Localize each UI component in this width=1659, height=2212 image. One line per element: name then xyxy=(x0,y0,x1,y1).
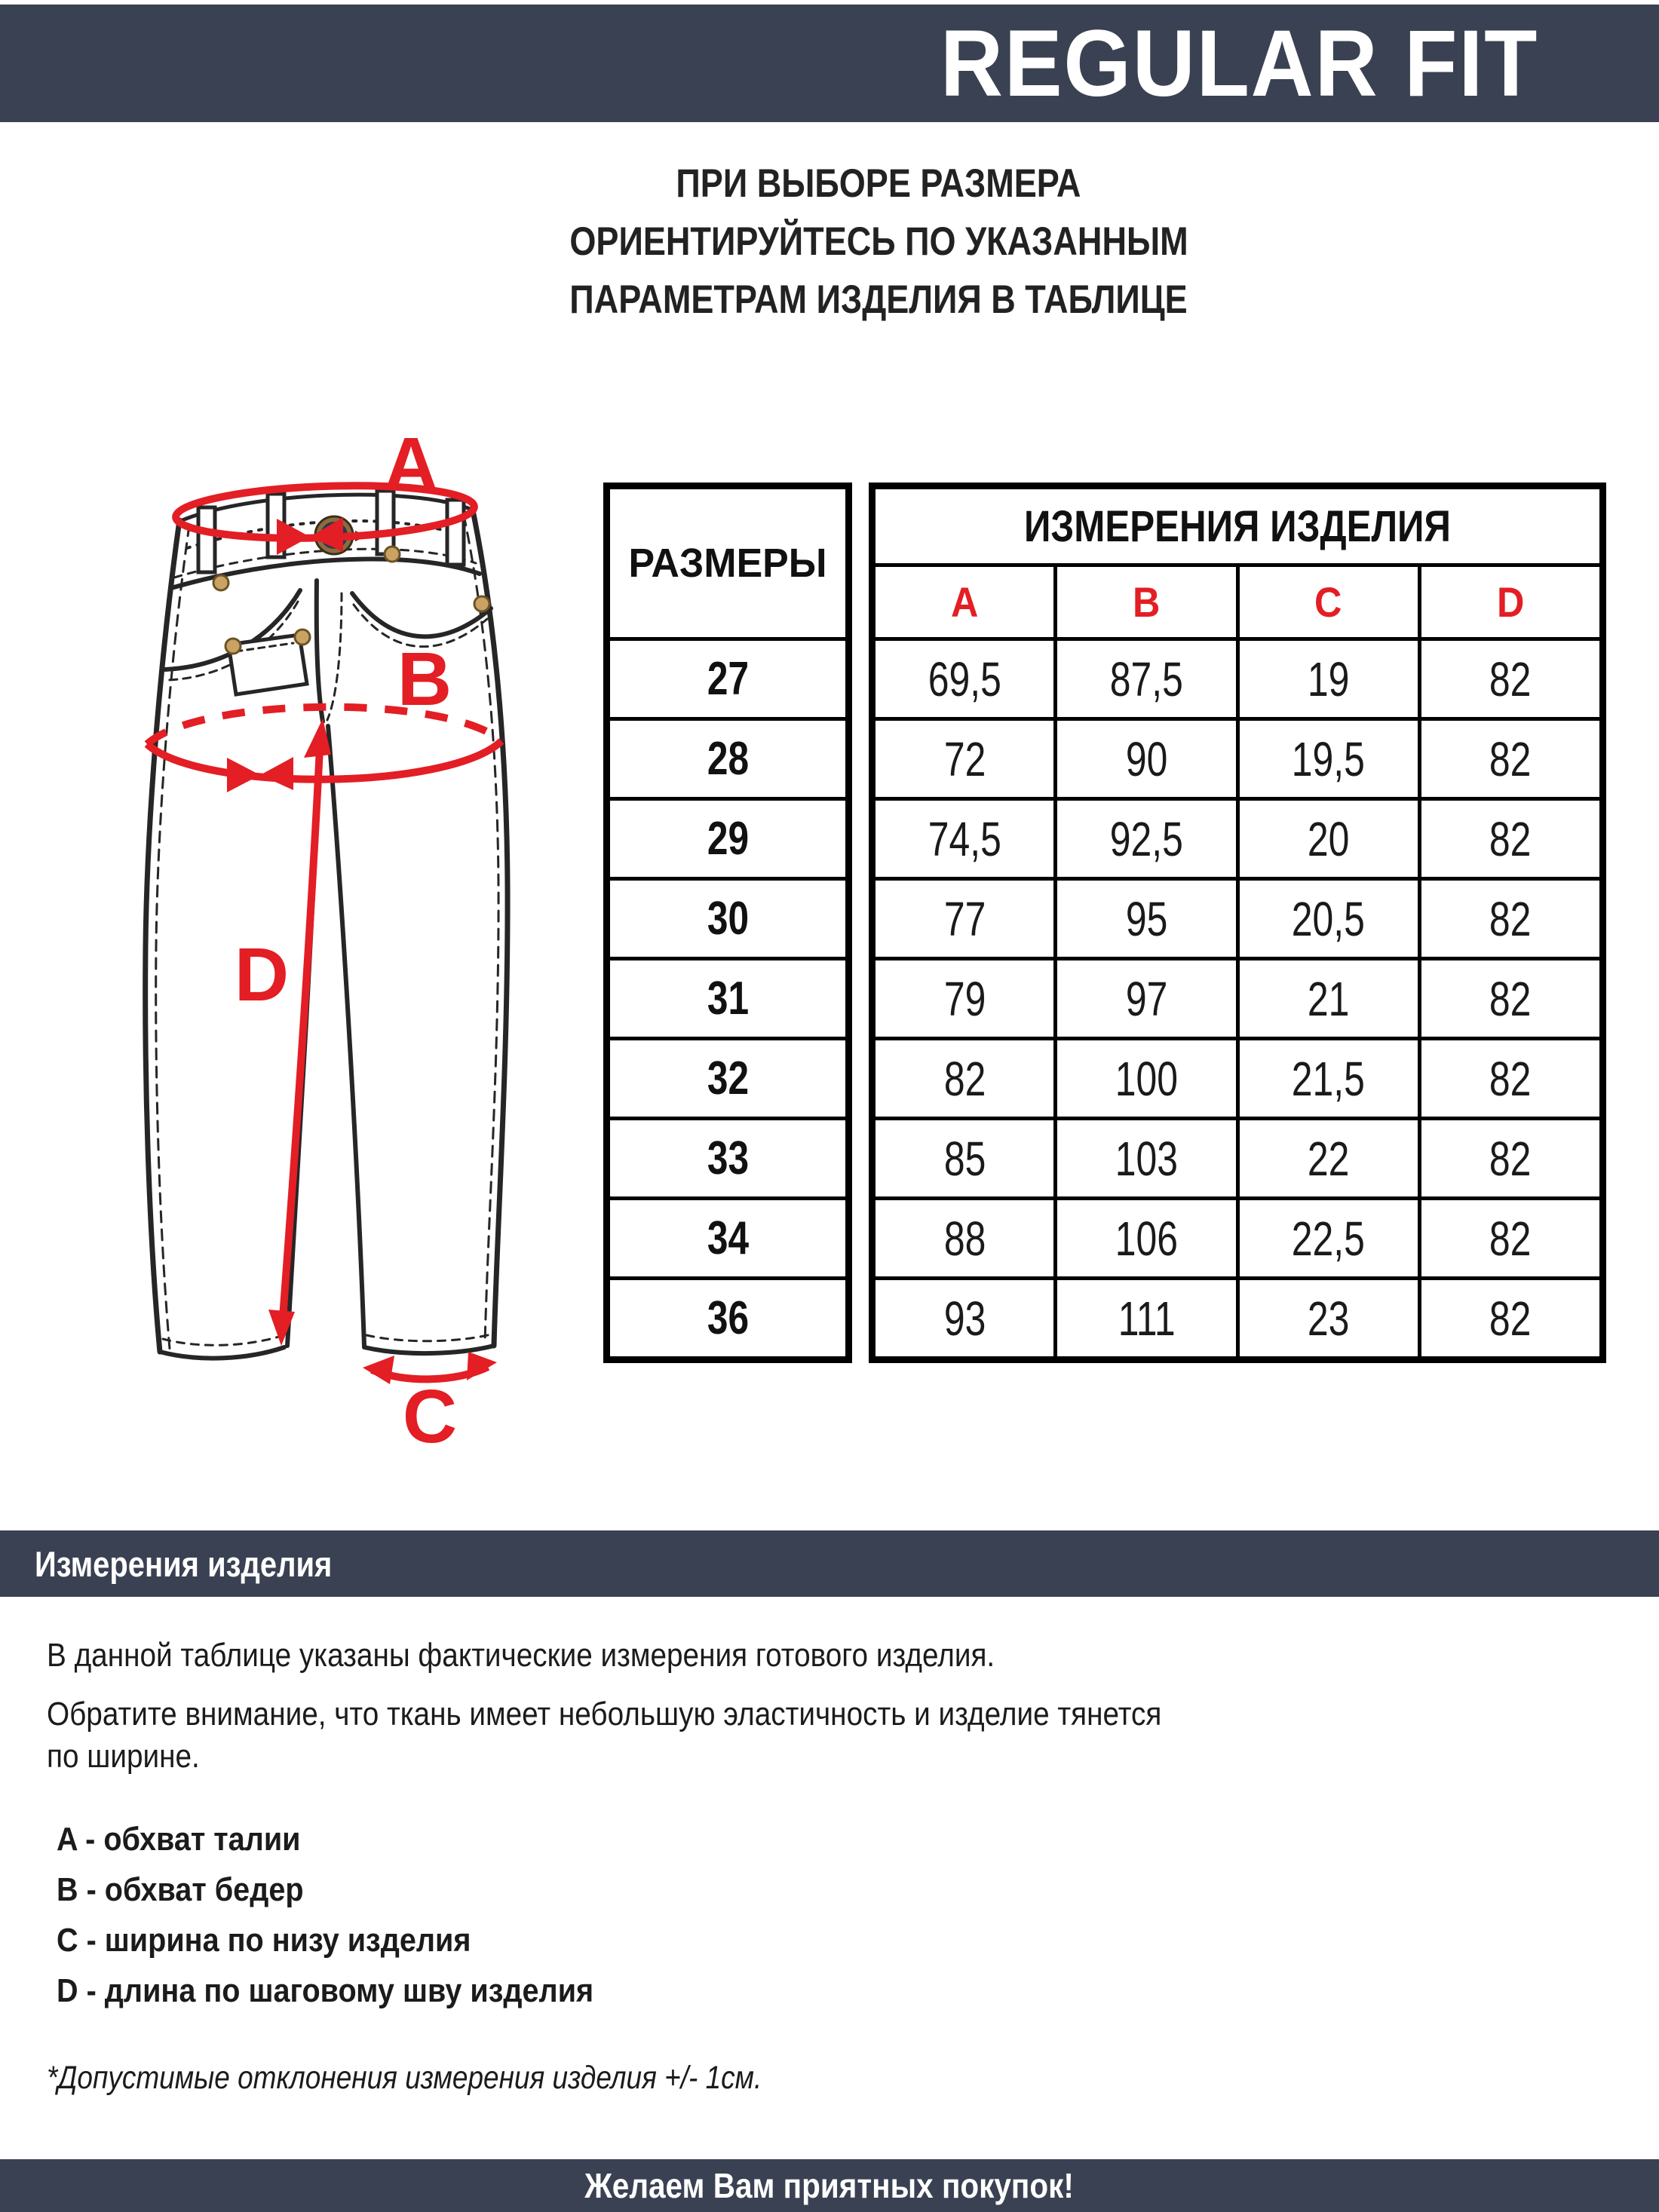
legend-item-c: C - ширина по низу изделия xyxy=(57,1922,471,1959)
fit-banner-title: REGULAR FIT xyxy=(940,11,1538,116)
heading-line-2: ОРИЕНТИРУЙТЕСЬ ПО УКАЗАННЫМ xyxy=(569,219,1188,264)
size-row-label: 31 xyxy=(610,960,845,1037)
label-c: C xyxy=(402,1374,458,1459)
measure-cell-b: 97 xyxy=(1057,960,1235,1037)
measure-cell-b: 111 xyxy=(1057,1280,1235,1356)
measure-cell-d: 82 xyxy=(1421,1200,1599,1276)
size-row-label: 32 xyxy=(610,1040,845,1117)
column-header-b: B xyxy=(1057,567,1235,637)
info-paragraph xyxy=(47,1634,1653,1778)
section-bar xyxy=(0,1530,1659,1597)
measure-cell-c: 19 xyxy=(1240,641,1418,717)
measurements-header-cell: ИЗМЕРЕНИЯ ИЗДЕЛИЯ xyxy=(875,489,1599,563)
size-row-label: 34 xyxy=(610,1200,845,1276)
hip-arrow-right-icon xyxy=(227,758,260,792)
measure-cell-c: 22,5 xyxy=(1240,1200,1418,1276)
measure-cell-a: 72 xyxy=(875,721,1053,797)
measure-cell-a: 93 xyxy=(875,1280,1053,1356)
column-header-a: A xyxy=(875,567,1053,637)
paragraph-line-3: по ширине. xyxy=(47,1738,200,1775)
measurements-table xyxy=(869,483,1606,1363)
measure-cell-b: 87,5 xyxy=(1057,641,1235,717)
paragraph-line-2: Обратите внимание, что ткань имеет небольшую эластичность и изделие тянется xyxy=(47,1696,1162,1733)
column-header-d: D xyxy=(1421,567,1599,637)
measure-cell-a: 77 xyxy=(875,881,1053,957)
measure-cell-b: 92,5 xyxy=(1057,801,1235,877)
heading-line-3: ПАРАМЕТРАМ ИЗДЕЛИЯ В ТАБЛИЦЕ xyxy=(569,277,1188,322)
footer-bar xyxy=(0,2159,1659,2212)
fit-banner xyxy=(0,5,1659,122)
measure-cell-d: 82 xyxy=(1421,641,1599,717)
jeans-measurement-diagram xyxy=(87,418,607,1523)
measure-cell-a: 69,5 xyxy=(875,641,1053,717)
page-title xyxy=(98,160,1659,334)
paragraph-line-1: В данной таблице указаны фактические измерения готового изделия. xyxy=(47,1637,995,1674)
measure-cell-c: 21,5 xyxy=(1240,1040,1418,1117)
measure-cell-d: 82 xyxy=(1421,1040,1599,1117)
tolerance-note: *Допустимые отклонения измерения изделия +/- 1см. xyxy=(47,2060,762,2096)
measure-cell-c: 19,5 xyxy=(1240,721,1418,797)
measure-cell-c: 22 xyxy=(1240,1120,1418,1196)
footer-message: Желаем Вам приятных покупок! xyxy=(584,2166,1075,2205)
size-row-label: 29 xyxy=(610,801,845,877)
measure-cell-c: 21 xyxy=(1240,960,1418,1037)
measure-cell-c: 20,5 xyxy=(1240,881,1418,957)
measure-cell-d: 82 xyxy=(1421,1120,1599,1196)
sizes-table xyxy=(603,483,852,1363)
inseam-arrow-down-icon xyxy=(268,1310,295,1346)
label-a: A xyxy=(383,422,439,507)
measure-cell-b: 95 xyxy=(1057,881,1235,957)
size-row-label: 33 xyxy=(610,1120,845,1196)
size-row-label: 30 xyxy=(610,881,845,957)
hem-arrow-right-icon xyxy=(467,1352,497,1380)
measure-cell-a: 74,5 xyxy=(875,801,1053,877)
inseam-measure-line xyxy=(282,734,320,1328)
size-row-label: 28 xyxy=(610,721,845,797)
measure-cell-a: 79 xyxy=(875,960,1053,1037)
measure-cell-d: 82 xyxy=(1421,881,1599,957)
size-row-label: 27 xyxy=(610,641,845,717)
jeans-sketch xyxy=(87,418,607,1523)
measure-cell-d: 82 xyxy=(1421,721,1599,797)
sizes-header-cell: РАЗМЕРЫ xyxy=(610,489,845,637)
size-row-label: 36 xyxy=(610,1280,845,1356)
hip-arrow-left-icon xyxy=(260,757,293,790)
measure-cell-c: 23 xyxy=(1240,1280,1418,1356)
heading-line-1: ПРИ ВЫБОРЕ РАЗМЕРА xyxy=(676,161,1081,206)
section-bar-title: Измерения изделия xyxy=(35,1543,333,1584)
measure-cell-d: 82 xyxy=(1421,1280,1599,1356)
measure-cell-c: 20 xyxy=(1240,801,1418,877)
measure-cell-d: 82 xyxy=(1421,960,1599,1037)
measure-cell-a: 85 xyxy=(875,1120,1053,1196)
measure-cell-b: 100 xyxy=(1057,1040,1235,1117)
legend-item-d: D - длина по шаговому шву изделия xyxy=(57,1972,594,2009)
legend-item-a: A - обхват талии xyxy=(57,1821,301,1858)
measure-cell-a: 82 xyxy=(875,1040,1053,1117)
measurement-legend xyxy=(57,1814,653,2016)
measure-cell-a: 88 xyxy=(875,1200,1053,1276)
measurement-overlays xyxy=(147,422,501,1459)
measure-cell-d: 82 xyxy=(1421,801,1599,877)
label-d: D xyxy=(234,933,290,1017)
label-b: B xyxy=(397,637,452,722)
legend-item-b: B - обхват бедер xyxy=(57,1871,304,1908)
measure-cell-b: 106 xyxy=(1057,1200,1235,1276)
measure-cell-b: 90 xyxy=(1057,721,1235,797)
hem-arrow-left-icon xyxy=(363,1356,394,1384)
column-header-c: C xyxy=(1240,567,1418,637)
measure-cell-b: 103 xyxy=(1057,1120,1235,1196)
